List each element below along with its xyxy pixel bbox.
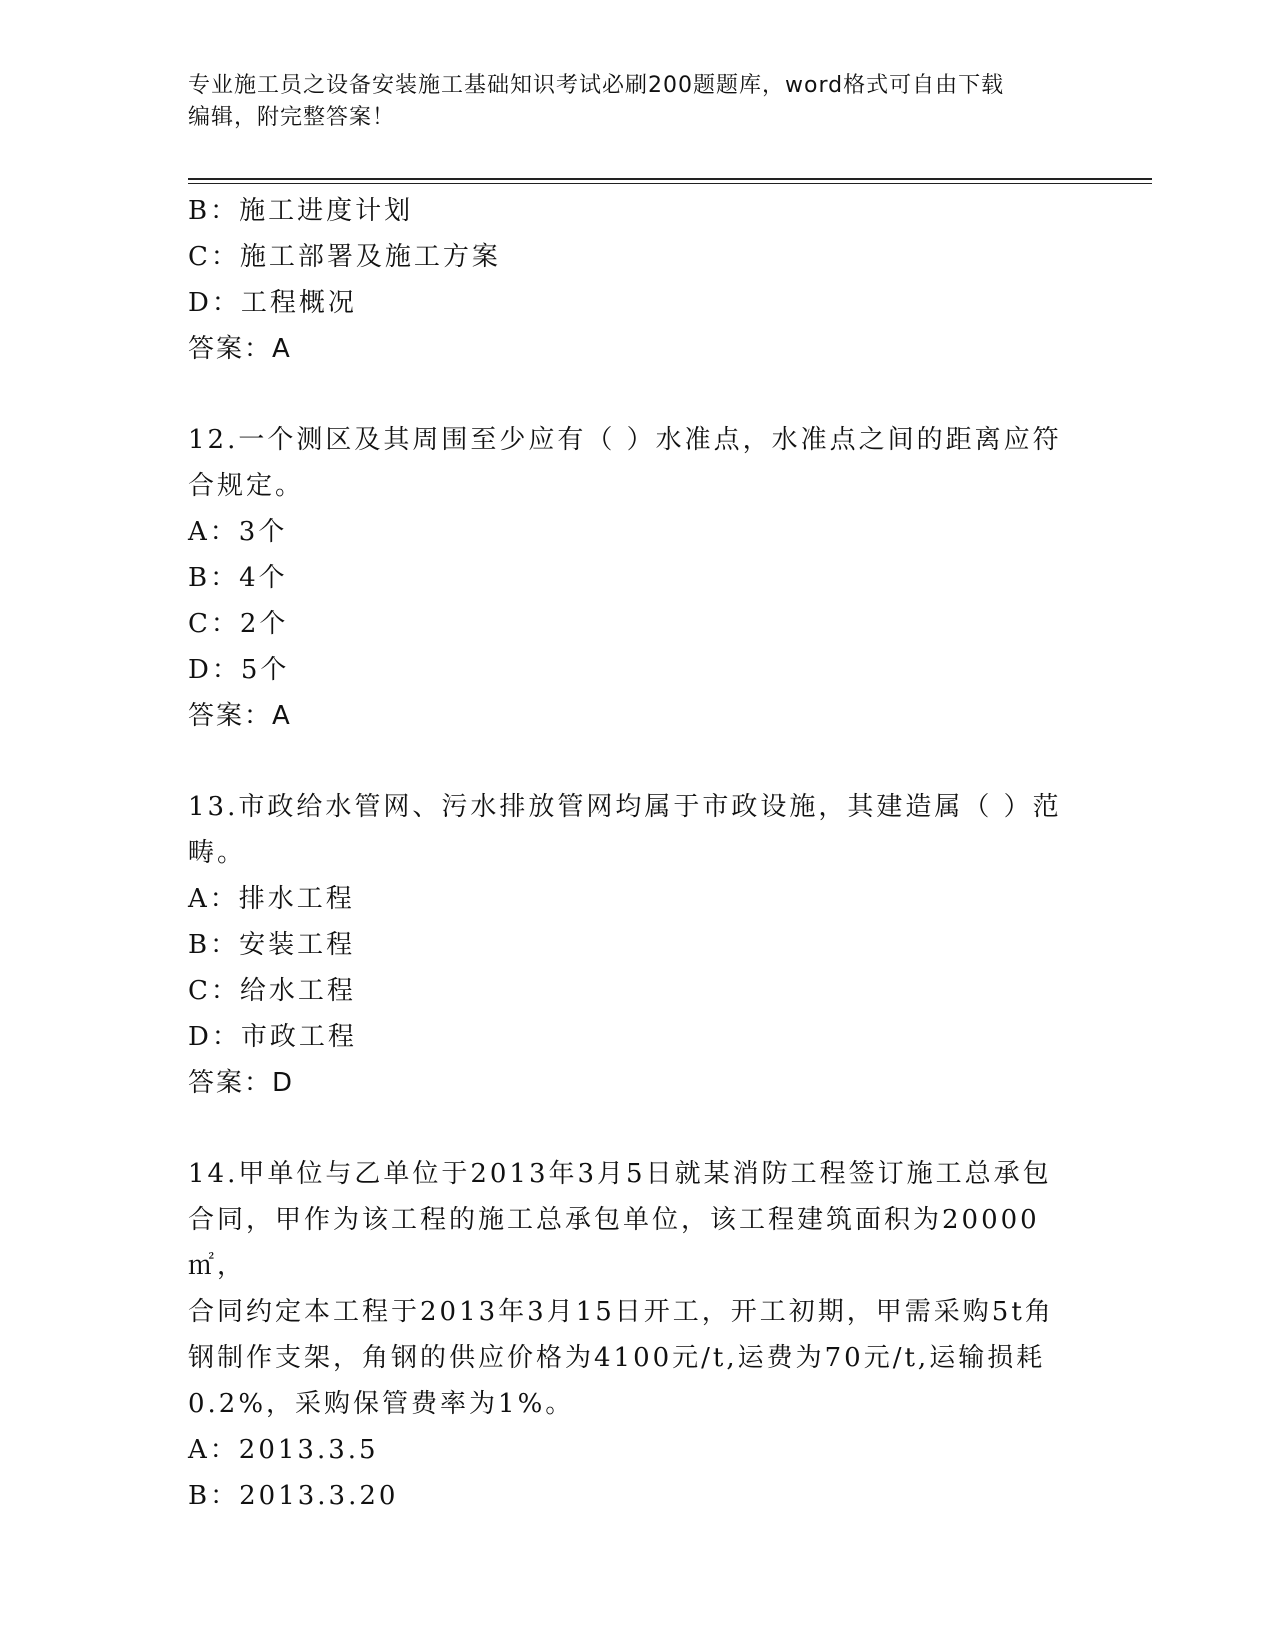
question-14 (188, 1151, 1088, 1519)
option-b: B：4个 (188, 563, 288, 593)
answer: 答案：D (188, 1068, 295, 1098)
question-13 (188, 784, 1088, 1106)
answer: 答案：A (188, 334, 292, 364)
option-c: C：施工部署及施工方案 (188, 242, 501, 272)
question-stem-line: 畴。 (188, 838, 247, 868)
header-divider-thin (188, 183, 1152, 184)
option-b: B：施工进度计划 (188, 196, 414, 226)
question-12 (188, 417, 1088, 739)
option-a: A：3个 (188, 517, 288, 547)
question-stem-line: 合规定。 (188, 471, 305, 501)
answer: 答案：A (188, 701, 292, 731)
option-b: B：安装工程 (188, 930, 356, 960)
question-stem-line: 13.市政给水管网、污水排放管网均属于市政设施，其建造属（ ）范 (188, 792, 1062, 822)
question-stem-line: 合同，甲作为该工程的施工总承包单位，该工程建筑面积为20000㎡， (188, 1205, 1040, 1281)
question-stem-line: 0.2%，采购保管费率为1%。 (188, 1389, 575, 1419)
question-stem-line: 12.一个测区及其周围至少应有（ ）水准点，水准点之间的距离应符 (188, 425, 1062, 455)
header-title-line-1: 专业施工员之设备安装施工基础知识考试必刷200题题库，word格式可自由下载 (188, 73, 1005, 98)
header-title-line-2: 编辑，附完整答案！ (188, 105, 396, 130)
question-11-tail (188, 188, 1088, 372)
option-d: D：工程概况 (188, 288, 357, 318)
option-d: D：市政工程 (188, 1022, 357, 1052)
question-stem-line: 14.甲单位与乙单位于2013年3月5日就某消防工程签订施工总承包 (188, 1159, 1052, 1189)
option-a: A：2013.3.5 (188, 1435, 379, 1465)
header-divider-thick (188, 178, 1152, 180)
option-d: D：5个 (188, 655, 290, 685)
option-b: B：2013.3.20 (188, 1481, 399, 1511)
question-content (188, 188, 1088, 1519)
option-a: A：排水工程 (188, 884, 355, 914)
question-stem-line: 钢制作支架，角钢的供应价格为4100元/t,运费为70元/t,运输损耗 (188, 1343, 1046, 1373)
document-header (188, 70, 1088, 134)
option-c: C：2个 (188, 609, 289, 639)
question-stem-line: 合同约定本工程于2013年3月15日开工，开工初期，甲需采购5t角 (188, 1297, 1054, 1327)
option-c: C：给水工程 (188, 976, 356, 1006)
